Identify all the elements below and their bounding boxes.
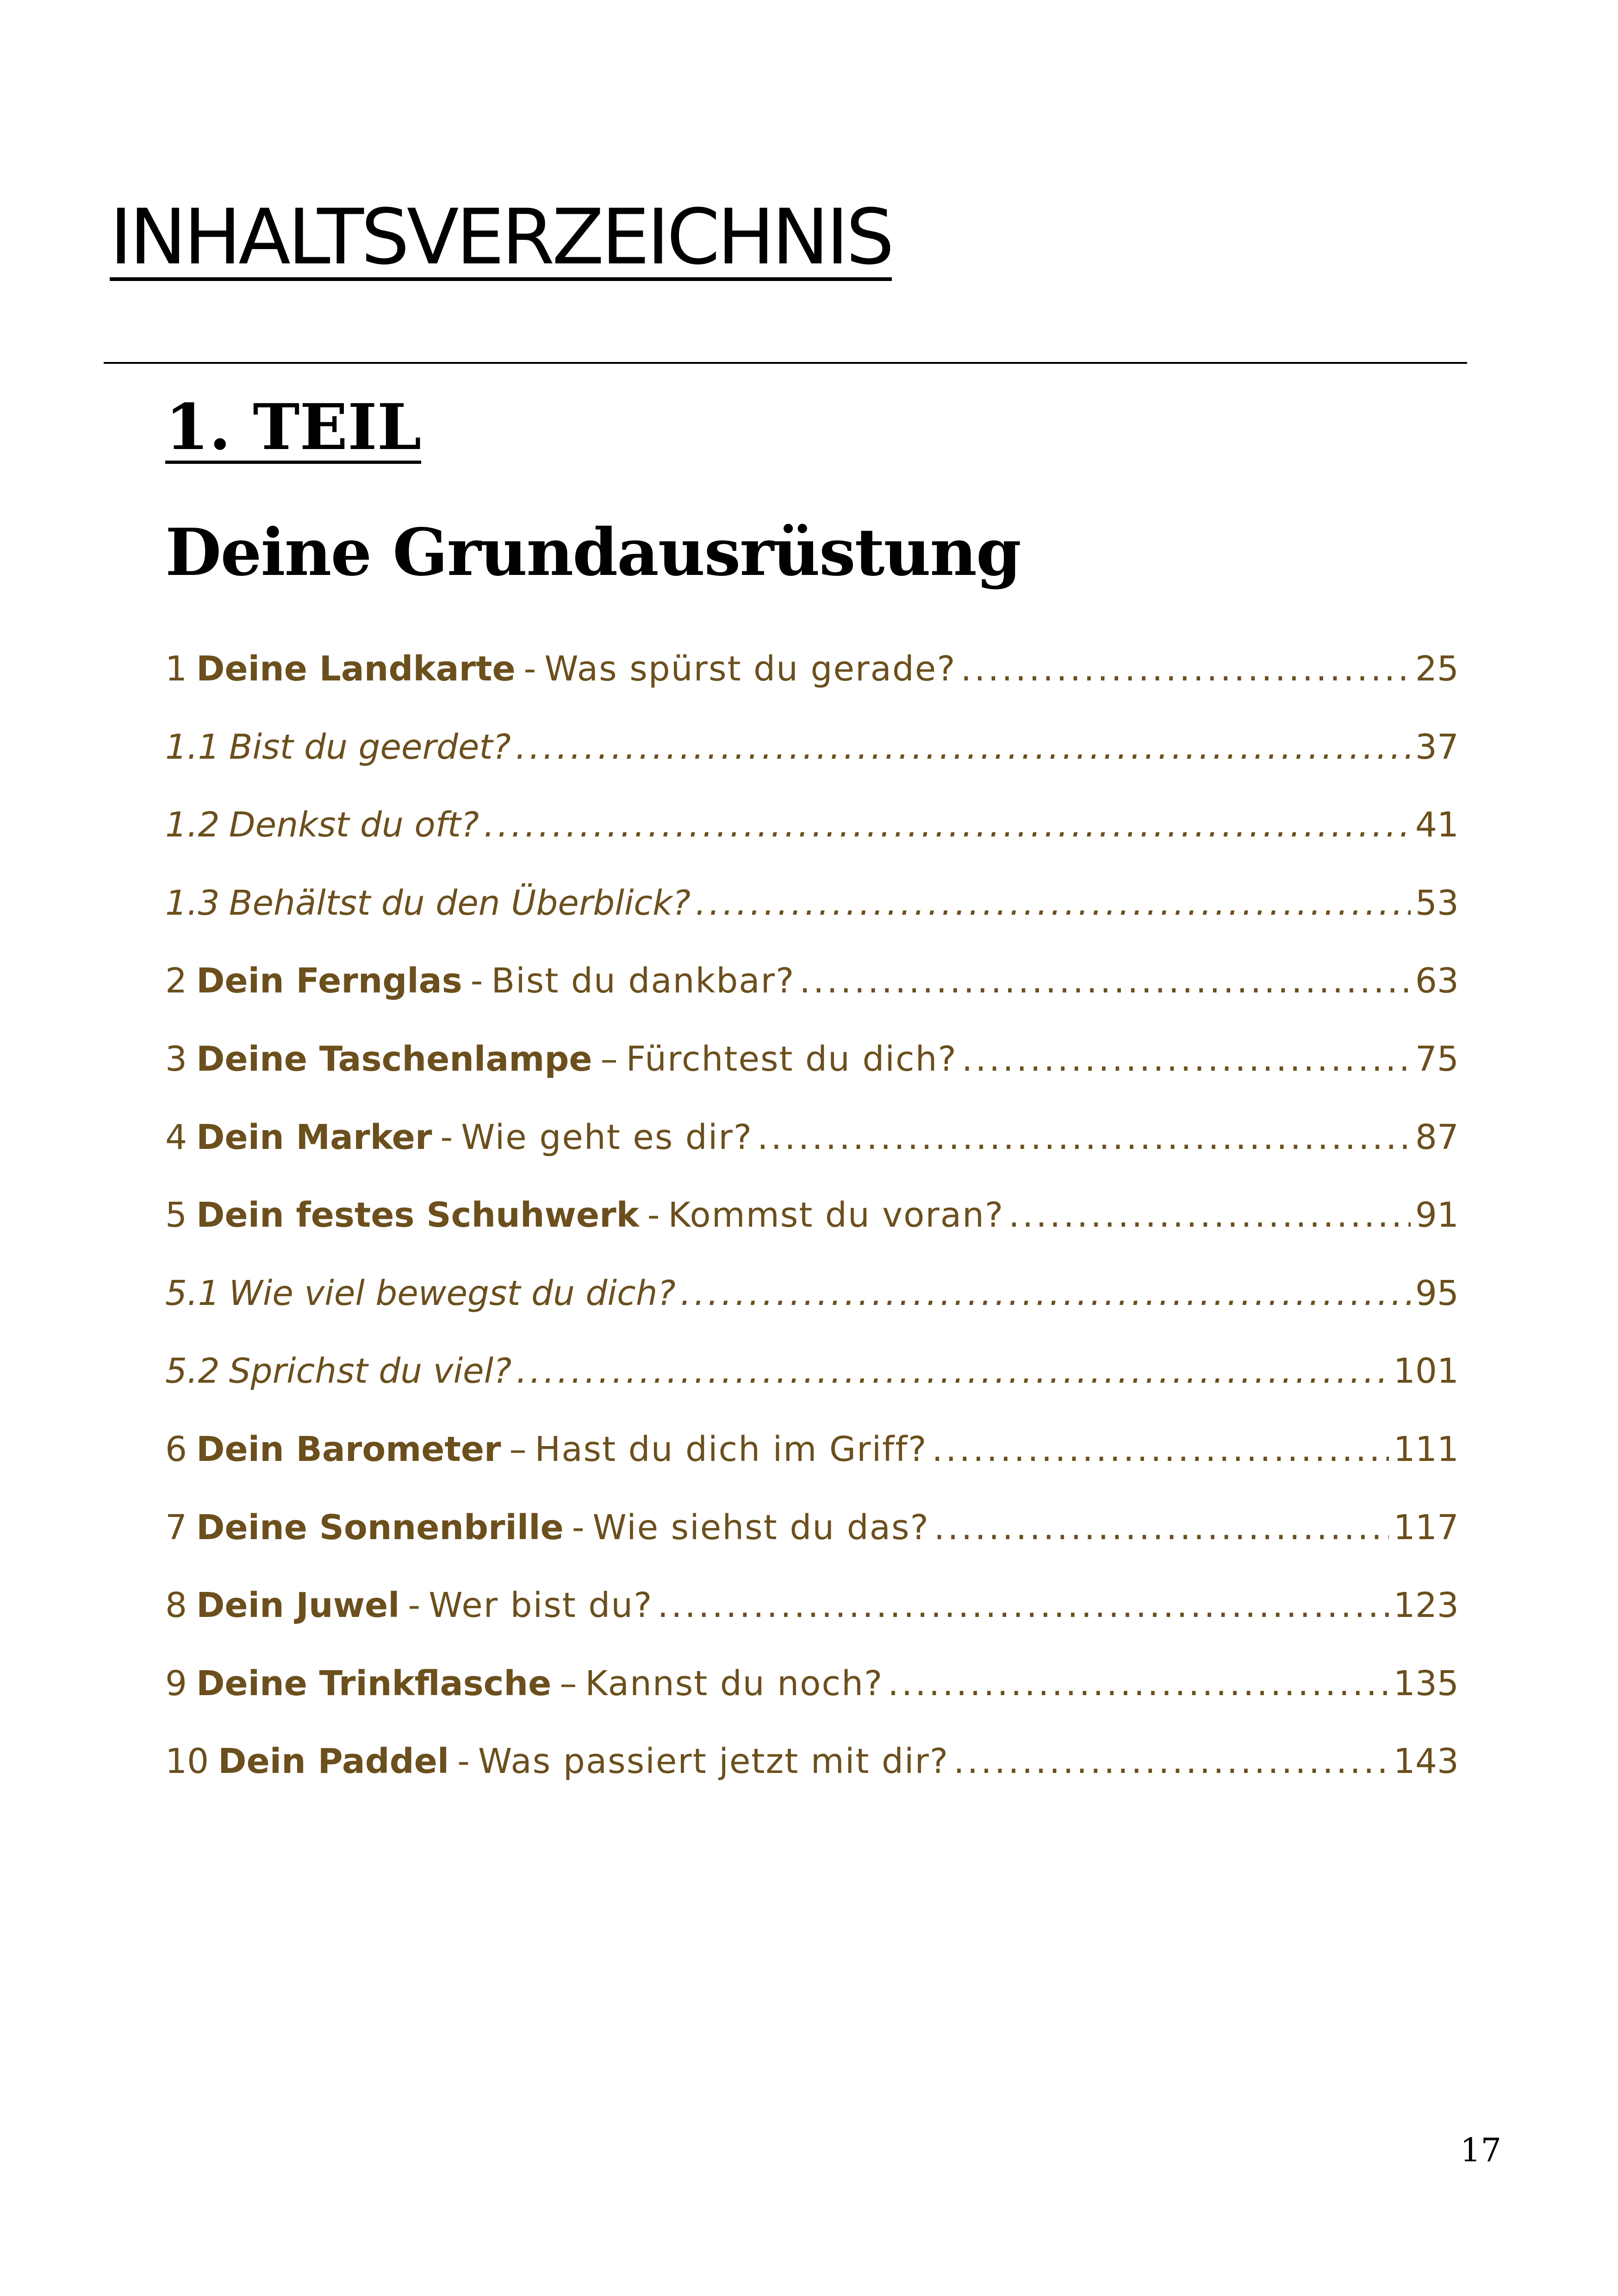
- toc-entry-question: Fürchtest du dich?: [626, 1039, 957, 1079]
- toc-entry-separator: -: [408, 1585, 421, 1626]
- toc-dot-leader: [680, 1273, 1411, 1313]
- toc-entry-question: Was spürst du gerade?: [544, 649, 956, 689]
- toc-dot-leader: [757, 1117, 1411, 1157]
- toc-entry[interactable]: [165, 1508, 1459, 1586]
- toc-entry-number: 4: [165, 1117, 187, 1157]
- toc-dot-leader: [484, 805, 1411, 845]
- toc-entry-page: 101: [1393, 1351, 1459, 1391]
- toc-entry[interactable]: [165, 883, 1459, 961]
- part-title: 1. TEIL: [165, 390, 422, 464]
- toc-entry-title: Dein Juwel: [196, 1585, 400, 1626]
- toc-entry-separator: –: [509, 1429, 527, 1469]
- toc-entry-title: Deine Taschenlampe: [196, 1039, 592, 1079]
- toc-entry-title: Wie viel bewegst du dich?: [229, 1273, 676, 1313]
- page-number: 17: [1460, 2131, 1502, 2169]
- toc-entry-page: 53: [1415, 883, 1459, 923]
- toc-entry-title: Deine Landkarte: [196, 649, 516, 689]
- toc-entry-title: Behältst du den Überblick?: [229, 883, 691, 923]
- toc-dot-leader: [516, 727, 1411, 767]
- toc-entry-page: 41: [1415, 805, 1459, 845]
- toc-entry-page: 143: [1393, 1741, 1459, 1782]
- toc-entry-title: Dein Barometer: [196, 1429, 501, 1469]
- toc-entry-page: 111: [1393, 1429, 1459, 1469]
- toc-entry[interactable]: [165, 1195, 1459, 1273]
- toc-dot-leader: [932, 1429, 1389, 1469]
- toc-entry-number: 9: [165, 1663, 187, 1703]
- toc-entry[interactable]: [165, 805, 1459, 883]
- toc-entry-number: 1.2: [165, 805, 220, 845]
- toc-entry-separator: -: [440, 1117, 453, 1157]
- toc-entry-page: 75: [1415, 1039, 1459, 1079]
- toc-entry-page: 123: [1393, 1585, 1459, 1626]
- toc-entry-question: Wie geht es dir?: [461, 1117, 753, 1157]
- toc-dot-leader: [1008, 1195, 1411, 1235]
- toc-dot-leader: [516, 1351, 1388, 1391]
- toc-entry-page: 95: [1415, 1273, 1459, 1313]
- toc-entry-question: Kannst du noch?: [585, 1663, 884, 1703]
- toc-dot-leader: [953, 1741, 1389, 1781]
- toc-entry-separator: -: [647, 1195, 660, 1235]
- toc-dot-leader: [888, 1664, 1388, 1703]
- toc-entry-number: 7: [165, 1507, 187, 1547]
- toc-entry[interactable]: [165, 1741, 1459, 1820]
- toc-dot-leader: [799, 961, 1410, 1001]
- toc-entry-page: 37: [1415, 727, 1459, 767]
- toc-entry-separator: –: [600, 1039, 618, 1079]
- toc-entry-title: Deine Trinkflasche: [196, 1663, 552, 1703]
- toc-dot-leader: [657, 1585, 1388, 1625]
- toc-dot-leader: [934, 1508, 1389, 1547]
- toc-dot-leader: [695, 883, 1411, 923]
- toc-entry[interactable]: [165, 727, 1459, 805]
- toc-entry-page: 91: [1415, 1195, 1459, 1235]
- toc-entry-number: 2: [165, 961, 187, 1001]
- page-title: INHALTSVERZEICHNIS: [110, 193, 892, 281]
- toc-entry[interactable]: [165, 1585, 1459, 1664]
- toc-entry[interactable]: [165, 1039, 1459, 1117]
- toc-entry[interactable]: [165, 1664, 1459, 1742]
- toc-entry-question: Wer bist du?: [429, 1585, 653, 1626]
- toc-entry-page: 87: [1415, 1117, 1459, 1157]
- toc-entry-question: Hast du dich im Griff?: [535, 1429, 927, 1469]
- part-subtitle: Deine Grundausrüstung: [165, 515, 1021, 591]
- toc-entry-title: Dein Marker: [196, 1117, 432, 1157]
- toc-entry-title: Bist du geerdet?: [229, 727, 511, 767]
- divider: [104, 362, 1467, 364]
- toc-entry-separator: -: [470, 961, 483, 1001]
- toc-entry-title: Sprichst du viel?: [229, 1351, 512, 1391]
- toc-entry-number: 3: [165, 1039, 187, 1079]
- toc-entry[interactable]: [165, 1273, 1459, 1352]
- toc-entry-number: 6: [165, 1429, 187, 1469]
- toc-entry-title: Dein festes Schuhwerk: [196, 1195, 639, 1235]
- toc-entry-number: 1: [165, 649, 187, 689]
- toc-entry-page: 117: [1393, 1507, 1459, 1547]
- toc-entry-number: 5.2: [165, 1351, 220, 1391]
- toc-entry[interactable]: [165, 1351, 1459, 1429]
- toc-entry-question: Kommst du voran?: [668, 1195, 1004, 1235]
- toc-entry-separator: –: [560, 1663, 577, 1703]
- toc-entry-number: 5: [165, 1195, 187, 1235]
- toc-entry-number: 1.3: [165, 883, 220, 923]
- toc-entry-separator: -: [457, 1741, 470, 1782]
- toc-entry-page: 63: [1415, 961, 1459, 1001]
- toc-entry-page: 135: [1393, 1663, 1459, 1703]
- toc-entry-question: Wie siehst du das?: [592, 1507, 929, 1547]
- toc-entry-title: Dein Paddel: [218, 1741, 449, 1782]
- toc-entry[interactable]: [165, 1117, 1459, 1196]
- toc-entry-title: Dein Fernglas: [196, 961, 462, 1001]
- toc-entry-number: 8: [165, 1585, 187, 1626]
- toc-entry-number: 1.1: [165, 727, 220, 767]
- toc-entry-page: 25: [1415, 649, 1459, 689]
- toc-entry[interactable]: [165, 649, 1459, 727]
- toc-entry-number: 10: [165, 1741, 209, 1782]
- toc-entry-title: Deine Sonnenbrille: [196, 1507, 564, 1547]
- toc-entry-question: Bist du dankbar?: [491, 961, 795, 1001]
- toc-entry-title: Denkst du oft?: [229, 805, 479, 845]
- toc-entry-number: 5.1: [165, 1273, 220, 1313]
- toc-entry[interactable]: [165, 961, 1459, 1039]
- toc-dot-leader: [962, 1039, 1411, 1079]
- table-of-contents: [165, 649, 1459, 1820]
- toc-entry[interactable]: [165, 1429, 1459, 1508]
- toc-entry-separator: -: [523, 649, 536, 689]
- toc-entry-question: Was passiert jetzt mit dir?: [478, 1741, 949, 1782]
- toc-entry-separator: -: [572, 1507, 585, 1547]
- toc-dot-leader: [961, 649, 1411, 689]
